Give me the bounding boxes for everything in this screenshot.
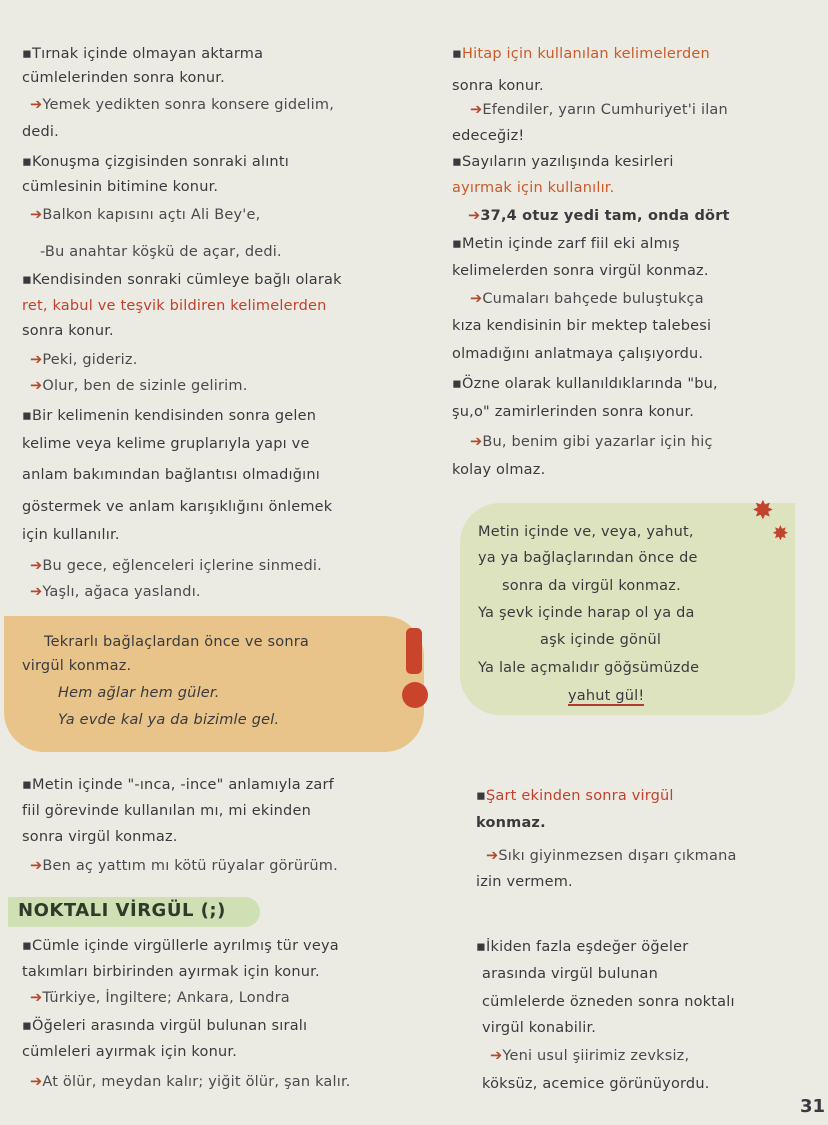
rule-text: ▪İkiden fazla eşdeğer öğeler xyxy=(476,939,689,955)
rule-text: anlam bakımından bağlantısı olmadığını xyxy=(22,467,320,483)
bullet-icon: ▪ xyxy=(22,154,33,170)
rule-text: ▪Kendisinden sonraki cümleye bağlı olarak xyxy=(22,272,342,288)
example-text: ➔Türkiye, İngiltere; Ankara, Londra xyxy=(30,990,290,1006)
rule-text: ▪Hitap için kullanılan kelimelerden xyxy=(452,46,710,62)
arrow-icon: ➔ xyxy=(30,1074,43,1090)
rule-text: ▪Şart ekinden sonra virgül xyxy=(476,788,674,804)
rule-text: sonra virgül konmaz. xyxy=(22,829,178,845)
bullet-icon: ▪ xyxy=(22,408,33,424)
rule-text: ▪Metin içinde "-ınca, -ince" anlamıyla zarf xyxy=(22,777,334,793)
bullet-icon: ▪ xyxy=(22,1018,33,1034)
arrow-icon: ➔ xyxy=(30,352,43,368)
rule-text: arasında virgül bulunan xyxy=(482,966,659,982)
arrow-icon: ➔ xyxy=(30,558,43,574)
example-text: ➔Bu, benim gibi yazarlar için hiç xyxy=(470,434,713,450)
arrow-icon: ➔ xyxy=(486,848,499,864)
note-example: Ya evde kal ya da bizimle gel. xyxy=(58,712,280,728)
exclamation-icon xyxy=(406,628,422,674)
example-text: ➔Peki, gideriz. xyxy=(30,352,138,368)
arrow-icon: ➔ xyxy=(30,584,43,600)
rule-text: virgül konabilir. xyxy=(482,1020,597,1036)
example-text: kıza kendisinin bir mektep talebesi xyxy=(452,318,712,334)
bullet-icon: ▪ xyxy=(22,46,33,62)
example-text: ➔Efendiler, yarın Cumhuriyet'i ilan xyxy=(470,102,728,118)
bullet-icon: ▪ xyxy=(452,236,463,252)
arrow-icon: ➔ xyxy=(470,434,483,450)
rule-text: göstermek ve anlam karışıklığını önlemek xyxy=(22,499,333,515)
example-text: ➔Yemek yedikten sonra konsere gidelim, xyxy=(30,97,335,113)
bullet-icon: ▪ xyxy=(476,788,487,804)
rule-text: ▪Tırnak içinde olmayan aktarma xyxy=(22,46,264,62)
note-text: Tekrarlı bağlaçlardan önce ve sonra xyxy=(44,634,310,650)
example-text: ➔Ben aç yattım mı kötü rüyalar görürüm. xyxy=(30,858,338,874)
example-text: ➔37,4 otuz yedi tam, onda dört xyxy=(468,208,730,224)
rule-text: sonra konur. xyxy=(22,323,114,339)
page-number: 31 xyxy=(800,1096,826,1117)
section-heading: NOKTALI VİRGÜL (;) xyxy=(18,900,226,921)
note-example: Ya şevk içinde harap ol ya da xyxy=(478,605,695,621)
bullet-icon: ▪ xyxy=(476,939,487,955)
rule-text-highlight: ret, kabul ve teşvik bildiren kelimelerden xyxy=(22,298,327,314)
bullet-icon: ▪ xyxy=(22,272,33,288)
exclamation-dot-icon xyxy=(402,682,428,708)
rule-text: ▪Sayıların yazılışında kesirleri xyxy=(452,154,674,170)
star-icon: ✸ xyxy=(772,521,789,545)
arrow-icon: ➔ xyxy=(30,990,43,1006)
note-text: virgül konmaz. xyxy=(22,658,132,674)
note-text: Metin içinde ve, veya, yahut, xyxy=(478,524,694,540)
note-example: Ya lale açmalıdır göğsümüzde xyxy=(478,660,700,676)
example-text: ➔Yaşlı, ağaca yaslandı. xyxy=(30,584,201,600)
arrow-icon: ➔ xyxy=(470,291,483,307)
example-text: kolay olmaz. xyxy=(452,462,546,478)
note-text: ya ya bağlaçlarından önce de xyxy=(478,550,698,566)
example-text: köksüz, acemice görünüyordu. xyxy=(482,1076,710,1092)
rule-text: ▪Metin içinde zarf fiil eki almış xyxy=(452,236,680,252)
rule-text: ▪Özne olarak kullanıldıklarında "bu, xyxy=(452,376,718,392)
example-text: ➔Bu gece, eğlenceleri içlerine sinmedi. xyxy=(30,558,322,574)
rule-text: fiil görevinde kullanılan mı, mi ekinden xyxy=(22,803,311,819)
example-text: ➔Balkon kapısını açtı Ali Bey'e, xyxy=(30,207,261,223)
arrow-icon: ➔ xyxy=(30,858,43,874)
rule-text: kelime veya kelime gruplarıyla yapı ve xyxy=(22,436,310,452)
bullet-icon: ▪ xyxy=(452,154,463,170)
note-example: Hem ağlar hem güler. xyxy=(58,685,220,701)
rule-text: ayırmak için kullanılır. xyxy=(452,180,615,196)
example-text: olmadığını anlatmaya çalışıyordu. xyxy=(452,346,704,362)
rule-text: konmaz. xyxy=(476,815,546,831)
example-text: ➔Olur, ben de sizinle gelirim. xyxy=(30,378,248,394)
rule-text: şu,o" zamirlerinden sonra konur. xyxy=(452,404,695,420)
arrow-icon: ➔ xyxy=(470,102,483,118)
example-text: ➔At ölür, meydan kalır; yiğit ölür, şan kalır. xyxy=(30,1074,351,1090)
example-text: edeceğiz! xyxy=(452,128,525,144)
rule-text: cümlelerinden sonra konur. xyxy=(22,70,225,86)
arrow-icon: ➔ xyxy=(30,97,43,113)
rule-text: kelimelerden sonra virgül konmaz. xyxy=(452,263,709,279)
note-example: yahut gül! xyxy=(568,688,645,704)
note-text: sonra da virgül konmaz. xyxy=(502,578,681,594)
rule-text: ▪Konuşma çizgisinden sonraki alıntı xyxy=(22,154,289,170)
rule-text: cümlelerde özneden sonra noktalı xyxy=(482,994,735,1010)
rule-text: takımları birbirinden ayırmak için konur. xyxy=(22,964,320,980)
example-text: dedi. xyxy=(22,124,59,140)
rule-text: için kullanılır. xyxy=(22,527,120,543)
arrow-icon: ➔ xyxy=(30,378,43,394)
arrow-icon: ➔ xyxy=(468,208,481,224)
rule-text: ▪Cümle içinde virgüllerle ayrılmış tür veya xyxy=(22,938,339,954)
rule-text: ▪Bir kelimenin kendisinden sonra gelen xyxy=(22,408,317,424)
rule-text: cümlesinin bitimine konur. xyxy=(22,179,219,195)
example-text: izin vermem. xyxy=(476,874,573,890)
bullet-icon: ▪ xyxy=(452,46,463,62)
rule-text: ▪Öğeleri arasında virgül bulunan sıralı xyxy=(22,1018,308,1034)
note-example: aşk içinde gönül xyxy=(540,632,662,648)
arrow-icon: ➔ xyxy=(490,1048,503,1064)
example-text: -Bu anahtar köşkü de açar, dedi. xyxy=(40,244,282,260)
arrow-icon: ➔ xyxy=(30,207,43,223)
rule-text: sonra konur. xyxy=(452,78,544,94)
rule-text: cümleleri ayırmak için konur. xyxy=(22,1044,238,1060)
example-text: ➔Cumaları bahçede buluştukça xyxy=(470,291,704,307)
bullet-icon: ▪ xyxy=(22,777,33,793)
bullet-icon: ▪ xyxy=(452,376,463,392)
bullet-icon: ▪ xyxy=(22,938,33,954)
example-text: ➔Yeni usul şiirimiz zevksiz, xyxy=(490,1048,690,1064)
example-text: ➔Sıkı giyinmezsen dışarı çıkmana xyxy=(486,848,737,864)
star-icon: ✸ xyxy=(752,496,774,526)
